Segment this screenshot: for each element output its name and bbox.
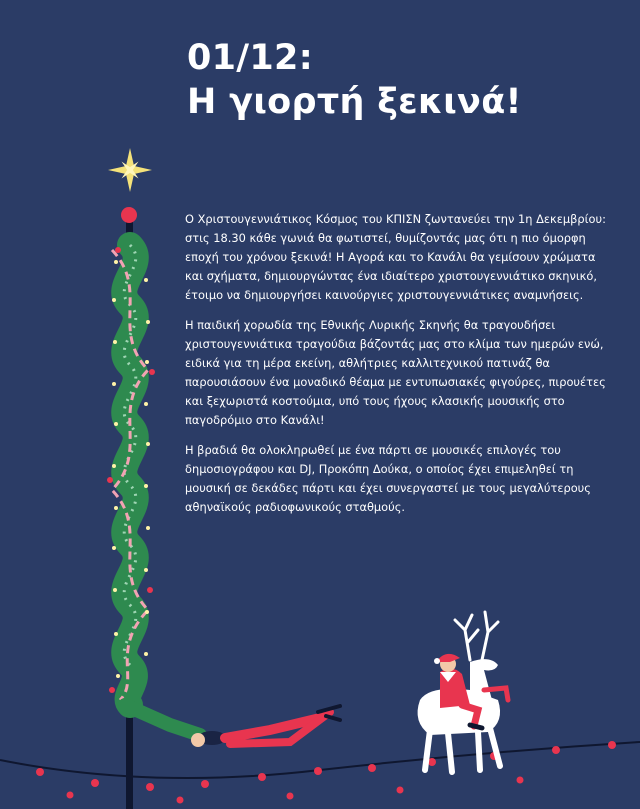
star-icon	[108, 148, 152, 192]
paragraph-1: Ο Χριστουγεννιάτικος Κόσμος του ΚΠΙΣΝ ζωντανεύει την 1η Δεκεμβρίου: στις 18.30 κάθε γωνιά θα φωτιστεί, θυμίζοντάς μας ότι η πιο όμορφη εποχή του χρόνου ξεκινά! Η Αγορά και το Κανάλι θα γεμίσουν χρώματα και σχήματα, δημιουργώντας ένα ιδιαίτερο χριστουγεννιάτικο σκηνικό, έτοιμο να δημιουργήσει καινούργιες χριστουγεννιάτικες αναμνήσεις.	[185, 212, 606, 302]
page-title	[187, 36, 522, 124]
paragraph-2: Η παιδική χορωδία της Εθνικής Λυρικής Σκηνής θα τραγουδήσει χριστουγεννιάτικα τραγούδια βάζοντάς μας στο κλίμα των ημερών ενώ, ειδικά για τη μέρα εκείνη, αθλήτριες καλλιτεχνικού πατινάζ θα παρουσιάσουν ένα μοναδικό θέαμα με εντυπωσιακές φιγούρες, πιρουέτες και ξεχωριστά κοστούμια, υπό τους ήχους κλασικής μουσικής στο παγοδρόμιο στο Κανάλι!	[185, 318, 606, 427]
skater-figure	[125, 705, 340, 747]
article-body	[185, 210, 617, 528]
title-date: 01/12:	[187, 38, 313, 78]
title-headline: Η γιορτή ξεκινά!	[187, 82, 522, 122]
santa-on-reindeer	[418, 612, 508, 772]
garland	[112, 245, 148, 705]
pole-top-ball	[121, 207, 137, 223]
paragraph-3: Η βραδιά θα ολοκληρωθεί με ένα πάρτι σε μουσικές επιλογές του δημοσιογράφου και DJ, Προκόπη Δούκα, ο οποίος έχει επιμεληθεί τη μουσική σε δεκάδες πάρτι και έχει συνεργαστεί με τους μεγαλύτερους αθηναϊκούς ραδιοφωνικούς σταθμούς.	[185, 443, 591, 514]
